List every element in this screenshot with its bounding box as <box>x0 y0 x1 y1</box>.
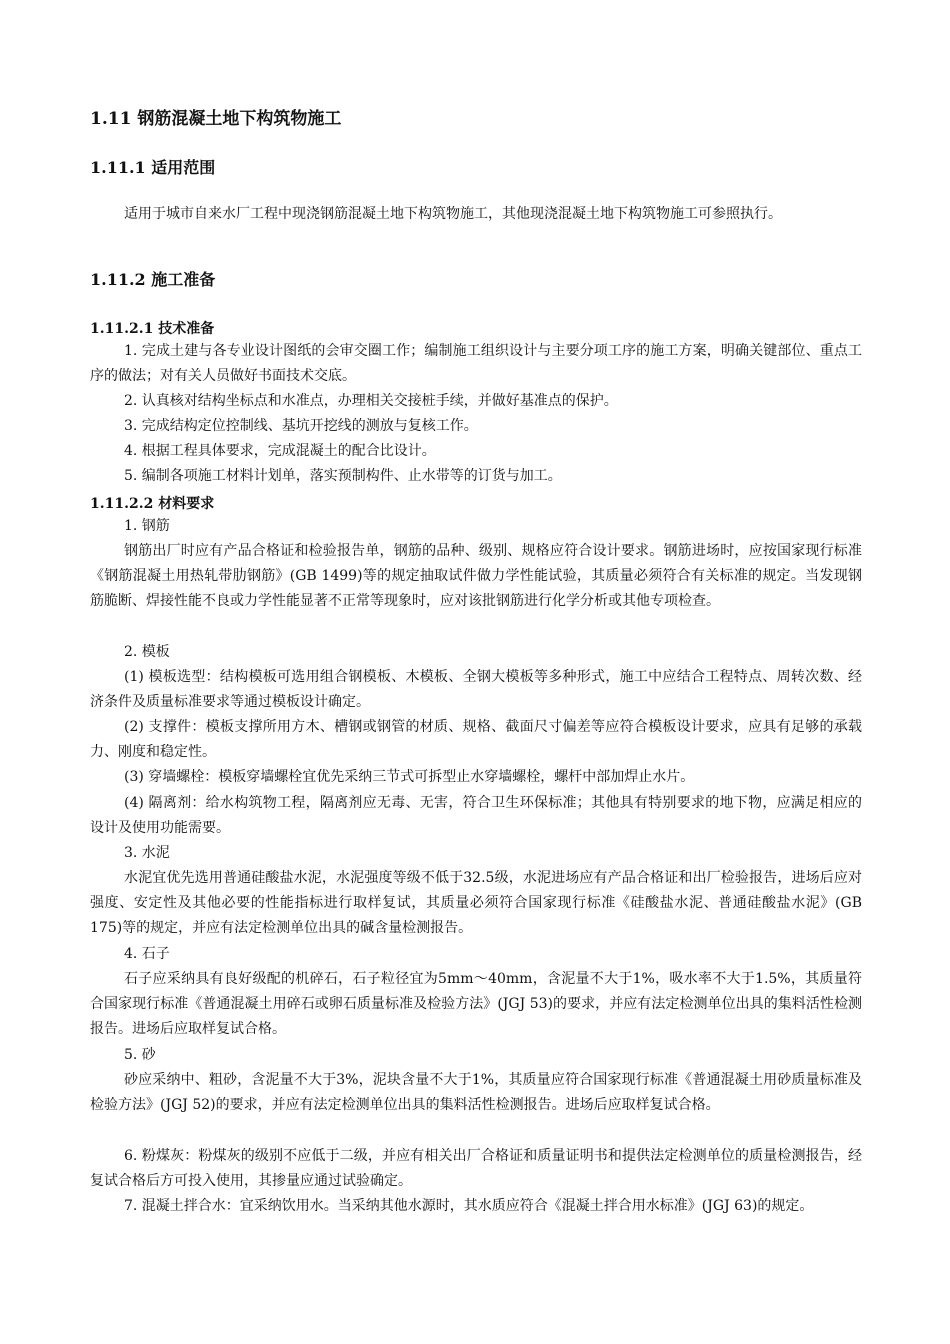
heading-preparation: 1.11.2 施工准备 <box>90 270 216 289</box>
formwork-item-3: (3) 穿墙螺栓：模板穿墙螺栓宜优先采纳三节式可拆型止水穿墙螺栓，螺杆中部加焊止水片。 <box>124 769 695 785</box>
cement-title: 3. 水泥 <box>124 845 170 861</box>
formwork-item-4: (4) 隔离剂：给水构筑物工程，隔离剂应无毒、无害，符合卫生环保标准；其他具有特别要求的地下物，应满足相应的设计及使用功能需要。 <box>90 795 862 836</box>
tech-item-3: 3. 完成结构定位控制线、基坑开挖线的测放与复核工作。 <box>124 418 478 434</box>
flyash-paragraph: 6. 粉煤灰：粉煤灰的级别不应低于二级，并应有相关出厂合格证和质量证明书和提供法定检测单位的质量检测报告，经复试合格后方可投入使用，其掺量应通过试验确定。 <box>90 1148 862 1189</box>
section-title: 1.11 钢筋混凝土地下构筑物施工 <box>90 109 342 129</box>
stone-paragraph: 石子应采纳具有良好级配的机碎石，石子粒径宜为5mm～40mm，含泥量不大于1%，吸水率不大于1.5%，其质量符合国家现行标准《普通混凝土用碎石或卵石质量标准及检验方法》(JGJ 53)的要求，并应有法定检测单位出具的集料活性检测报告。进场后应取样复试合格。 <box>90 971 862 1037</box>
cement-paragraph: 水泥宜优先选用普通硅酸盐水泥，水泥强度等级不低于32.5级，水泥进场应有产品合格证和出厂检验报告，进场后应对强度、安定性及其他必要的性能指标进行取样复试，其质量必须符合国家现行标准《硅酸盐水泥、普通硅酸盐水泥》(GB 175)等的规定，并应有法定检测单位出具的碱含量检测报告。 <box>90 870 862 936</box>
formwork-title: 2. 模板 <box>124 644 170 660</box>
heading-scope: 1.11.1 适用范围 <box>90 158 216 177</box>
heading-tech-prep: 1.11.2.1 技术准备 <box>90 321 215 337</box>
formwork-item-2: (2) 支撑件：模板支撑所用方木、槽钢或钢管的材质、规格、截面尺寸偏差等应符合模板设计要求，应具有足够的承载力、刚度和稳定性。 <box>90 719 862 760</box>
formwork-item-1: (1) 模板选型：结构模板可选用组合钢模板、木模板、全钢大模板等多种形式，施工中应结合工程特点、周转次数、经济条件及质量标准要求等通过模板设计确定。 <box>90 669 862 710</box>
water-paragraph: 7. 混凝土拌合水：宜采纳饮用水。当采纳其他水源时，其水质应符合《混凝土拌合用水标准》(JGJ 63)的规定。 <box>124 1198 814 1214</box>
heading-materials: 1.11.2.2 材料要求 <box>90 496 215 512</box>
paragraph-scope: 适用于城市自来水厂工程中现浇钢筋混凝土地下构筑物施工，其他现浇混凝土地下构筑物施工可参照执行。 <box>124 206 782 222</box>
tech-item-5: 5. 编制各项施工材料计划单，落实预制构件、止水带等的订货与加工。 <box>124 468 562 484</box>
tech-item-1: 1. 完成土建与各专业设计图纸的会审交圈工作；编制施工组织设计与主要分项工序的施工方案，明确关键部位、重点工序的做法；对有关人员做好书面技术交底。 <box>90 343 862 384</box>
sand-title: 5. 砂 <box>124 1047 156 1063</box>
rebar-paragraph: 钢筋出厂时应有产品合格证和检验报告单，钢筋的品种、级别、规格应符合设计要求。钢筋进场时，应按国家现行标准《钢筋混凝土用热轧带肋钢筋》(GB 1499)等的规定抽取试件做力学性能试验，其质量必须符合有关标准的规定。当发现钢筋脆断、焊接性能不良或力学性能显著不正常等现象时，应对该批钢筋进行化学分析或其他专项检查。 <box>90 543 862 609</box>
tech-item-2: 2. 认真核对结构坐标点和水准点，办理相关交接桩手续，并做好基准点的保护。 <box>124 393 618 409</box>
tech-item-4: 4. 根据工程具体要求，完成混凝土的配合比设计。 <box>124 443 436 459</box>
rebar-title: 1. 钢筋 <box>124 518 170 534</box>
sand-paragraph: 砂应采纳中、粗砂，含泥量不大于3%，泥块含量不大于1%，其质量应符合国家现行标准《普通混凝土用砂质量标准及检验方法》(JGJ 52)的要求，并应有法定检测单位出具的集料活性检测报告。进场后应取样复试合格。 <box>90 1072 862 1113</box>
stone-title: 4. 石子 <box>124 946 170 962</box>
